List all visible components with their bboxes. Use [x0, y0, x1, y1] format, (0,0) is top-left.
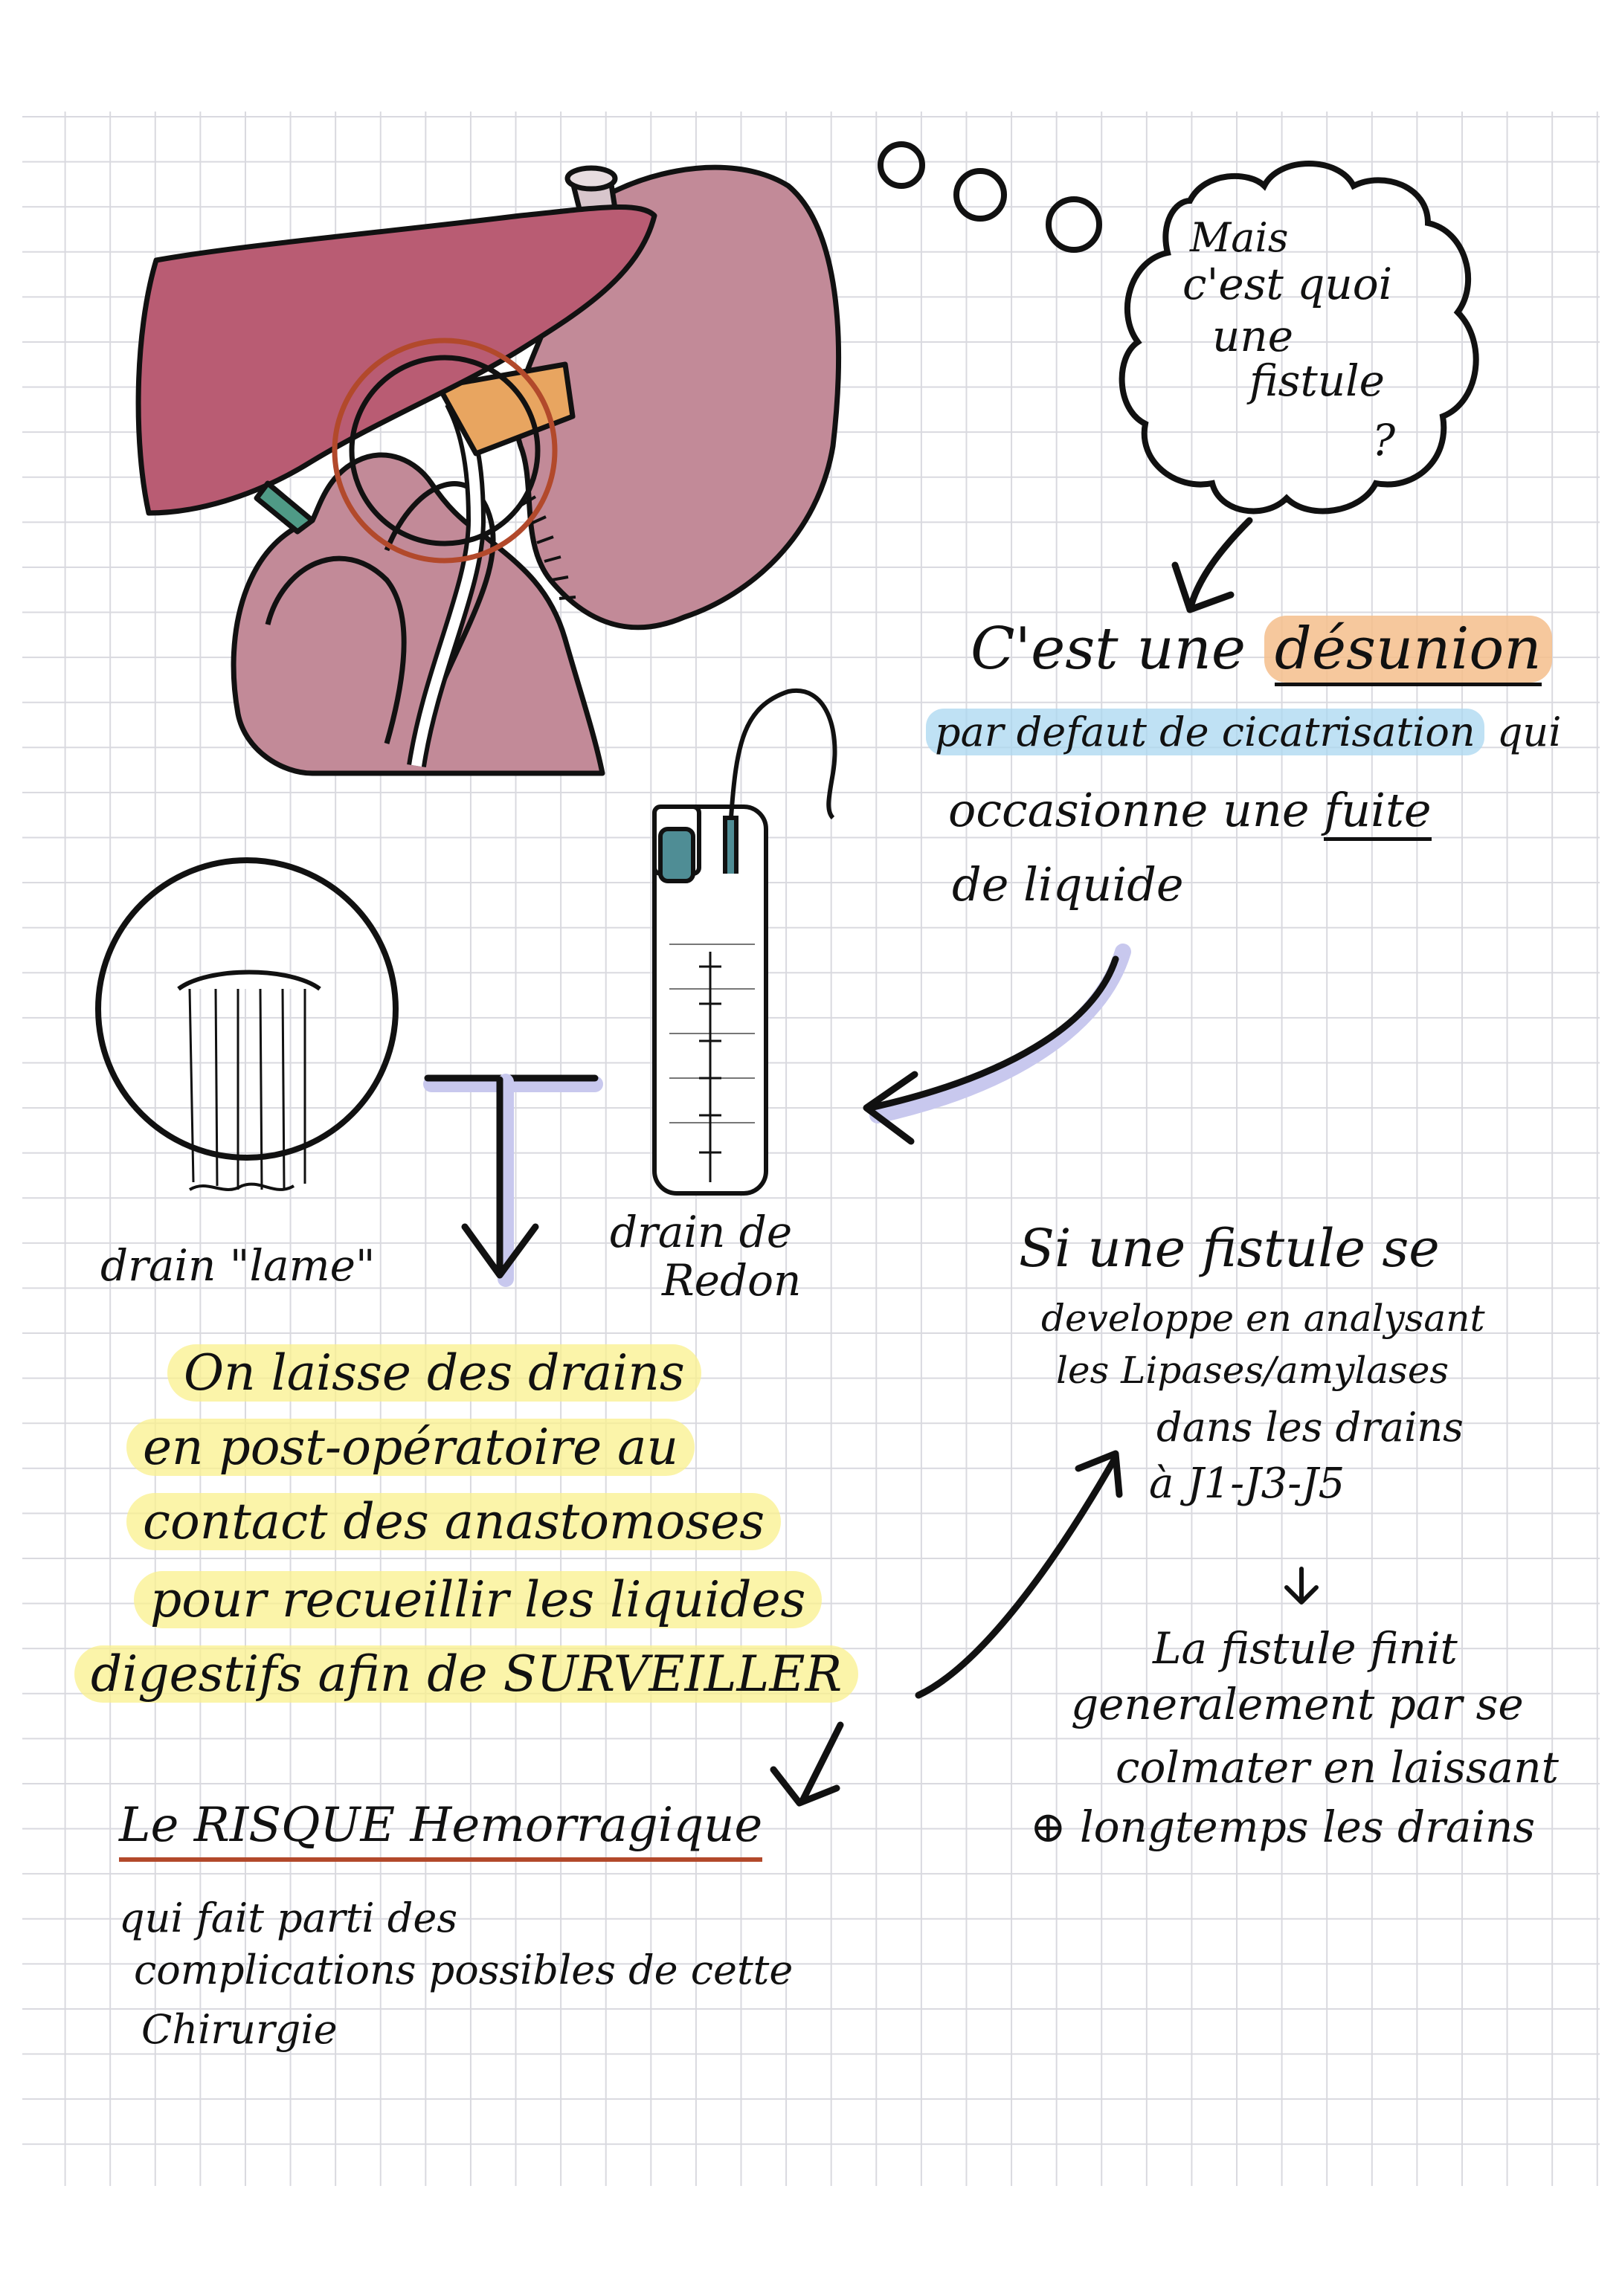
risk-line-1: qui fait parti des — [119, 1894, 458, 1941]
risk-line-2: complications possibles de cette — [134, 1947, 794, 1993]
definition-line-3 — [948, 784, 1432, 836]
surveillance-line-4 — [134, 1573, 822, 1628]
thought-line-1: Mais — [1190, 214, 1289, 261]
surveillance-line-3 — [126, 1494, 781, 1550]
fistula-line-3: les Lipases/amylases — [1056, 1349, 1449, 1392]
fistula-line-2: developpe en analysant — [1041, 1297, 1485, 1340]
drain-lame-drawing — [98, 860, 396, 1190]
surveillance-line-5-text: digestifs afin de SURVEILLER — [74, 1645, 858, 1703]
surveillance-line-2 — [126, 1420, 695, 1475]
surveillance-line-1-text: On laisse des drains — [167, 1344, 701, 1402]
risk-title-text: Le RISQUE Hemorragique — [119, 1798, 762, 1862]
thought-cloud — [1122, 164, 1476, 511]
anatomy-illustration — [138, 167, 838, 773]
definition-keyword — [1264, 616, 1552, 683]
thought-line-2: c'est quoi — [1182, 259, 1393, 309]
thought-line-3: une — [1212, 311, 1294, 361]
drain-redon-label-1: drain de — [610, 1207, 793, 1257]
surveillance-line-5 — [74, 1647, 858, 1702]
definition-line-4: de liquide — [952, 857, 1184, 912]
plus-circle-icon: ⊕ — [1030, 1802, 1066, 1852]
fistula-outcome-4 — [1030, 1803, 1535, 1851]
fistula-line-1: Si une fistule se — [1019, 1218, 1440, 1279]
definition-line-1 — [971, 617, 1552, 682]
definition-keyword-text: désunion — [1275, 616, 1542, 686]
drain-redon-drawing — [654, 691, 835, 1193]
fistula-outcome-3: colmater en laissant — [1116, 1742, 1559, 1793]
thought-line-4: fistule — [1249, 355, 1385, 406]
definition-line-2-text: par defaut de cicatrisation — [926, 709, 1484, 755]
fistula-outcome-1: La fistule finit — [1153, 1623, 1458, 1674]
fistula-line-4: dans les drains — [1156, 1404, 1464, 1451]
risk-title — [119, 1799, 762, 1853]
surveillance-line-2-text: en post-opératoire au — [126, 1419, 695, 1476]
fistula-outcome-2: generalement par se — [1071, 1679, 1524, 1729]
fistula-outcome-4-text: longtemps les drains — [1080, 1802, 1536, 1852]
risk-line-3: Chirurgie — [141, 2006, 338, 2053]
surveillance-line-4-text: pour recueillir les liquides — [134, 1571, 822, 1628]
thought-line-5: ? — [1372, 415, 1396, 465]
surveillance-line-3-text: contact des anastomoses — [126, 1493, 781, 1550]
portal-vessel — [257, 483, 312, 532]
surveillance-line-1 — [167, 1346, 701, 1401]
definition-line-3a: occasionne une — [948, 783, 1310, 837]
definition-line-2 — [926, 710, 1561, 755]
definition-line-2-tail: qui — [1496, 709, 1562, 755]
definition-prefix: C'est une — [971, 616, 1246, 683]
drain-redon-label-2: Redon — [662, 1255, 802, 1306]
drain-lame-label: drain "lame" — [100, 1240, 376, 1291]
fistula-line-5: à J1-J3-J5 — [1149, 1460, 1345, 1508]
definition-line-3b: fuite — [1324, 783, 1431, 841]
